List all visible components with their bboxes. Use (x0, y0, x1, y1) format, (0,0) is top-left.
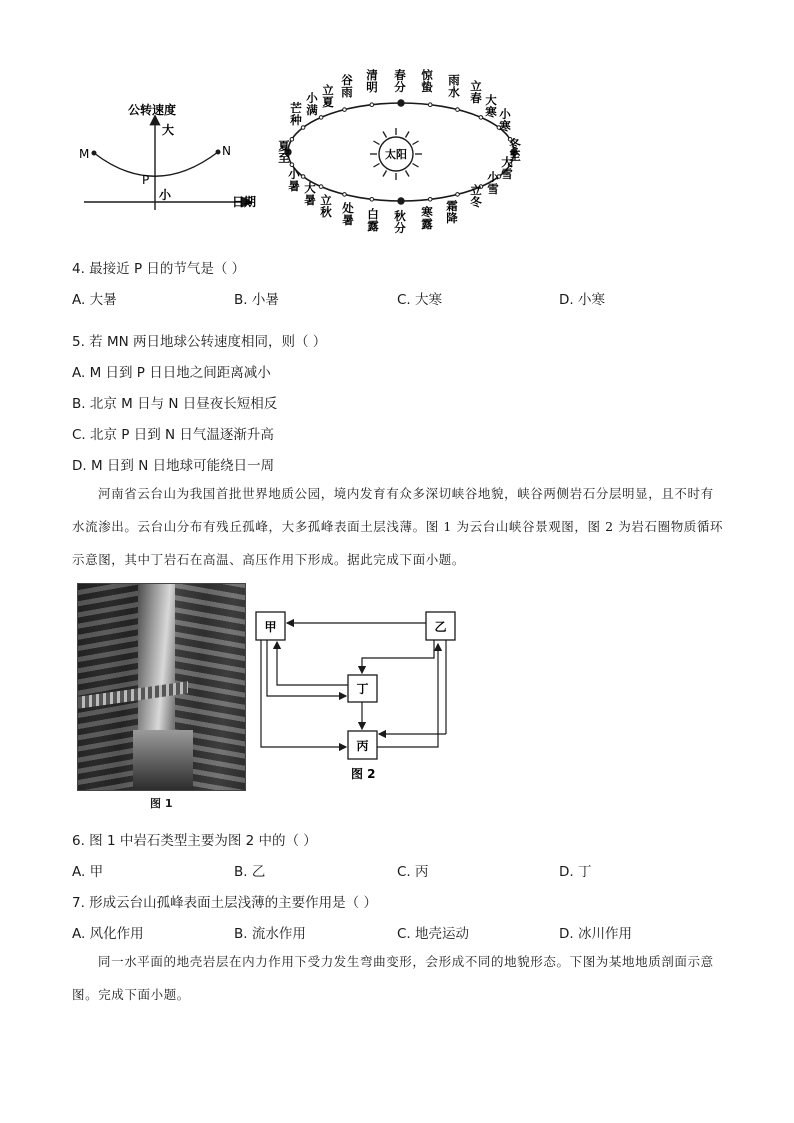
orbit-figure (272, 66, 532, 246)
orbit-point (370, 198, 374, 202)
solar-term-chunfen: 春分 (394, 68, 406, 94)
speed-curve (94, 152, 218, 176)
orbit-point (343, 193, 347, 197)
solar-term-bailu: 白露 (367, 207, 379, 233)
solar-term-xiaoshu: 小暑 (288, 167, 300, 193)
solar-term-xiaoman: 小满 (306, 91, 318, 117)
point-m-marker (92, 151, 97, 156)
orbit-point (398, 198, 404, 204)
arrow-ding-to-jia (277, 642, 348, 685)
solar-term-dashu: 大暑 (304, 181, 316, 207)
q5-option-c[interactable]: C. 北京 P 日到 N 日气温逐渐升高 (72, 427, 274, 443)
solar-term-xiazhi: 夏至 (278, 139, 290, 165)
point-m-label: M (79, 147, 90, 161)
solar-term-lichun: 立春 (470, 79, 482, 105)
arrow-jia-to-bing (261, 640, 346, 747)
orbit-point (343, 108, 347, 112)
q4-option-a[interactable]: A. 大暑 (72, 292, 117, 308)
solar-term-yushui: 雨水 (448, 73, 460, 99)
point-p-label: P (142, 173, 150, 187)
speed-curve-figure (72, 95, 272, 220)
q7-option-a[interactable]: A. 风化作用 (72, 926, 144, 942)
solar-term-xiaohan: 小寒 (499, 107, 511, 133)
sun-icon (370, 128, 422, 180)
orbit-point (398, 100, 404, 106)
solar-term-guyu: 谷雨 (341, 73, 353, 99)
passage-geology: 同一水平面的地壳岩层在内力作用下受力发生弯曲变形，会形成不同的地貌形态。下图为某地地质剖面示意图。完成下面小题。 (72, 954, 714, 1002)
speed-y-label: 公转速度 (128, 103, 177, 117)
q5-stem: 5. 若 MN 两日地球公转速度相同，则（ ） (72, 334, 327, 350)
point-n-label: N (222, 144, 231, 158)
label-ding: 丁 (356, 682, 369, 696)
q7-option-c[interactable]: C. 地壳运动 (397, 926, 470, 942)
solar-term-jingzhe: 惊蛰 (421, 68, 433, 94)
solar-term-dongzhi: 冬至 (509, 137, 521, 163)
speed-small-label: 小 (159, 188, 172, 202)
orbit-point (428, 198, 432, 202)
orbit-point (428, 103, 432, 107)
q6-option-d[interactable]: D. 丁 (559, 864, 592, 880)
orbit-point (456, 108, 460, 112)
passage-yuntaishan: 河南省云台山为我国首批世界地质公园，境内发育有众多深切峡谷地貌，峡谷两侧岩石分层明显，且不时有水流渗出。云台山分布有残丘孤峰，大多孤峰表面土层浅薄。图 1 为云台山峡谷景观图，图 2 为岩石圈物质循环示意图，其中丁岩石在高温、高压作用下形成。据此完成下面小题。 (72, 486, 724, 567)
label-yi: 乙 (434, 620, 447, 634)
orbit-point (319, 116, 323, 120)
q5-option-d[interactable]: D. M 日到 N 日地球可能绕日一周 (72, 458, 275, 474)
label-bing: 丙 (356, 739, 369, 753)
solar-term-hanlu: 寒露 (421, 205, 433, 231)
orbit-point (290, 163, 294, 167)
q4-option-c[interactable]: C. 大寒 (397, 292, 443, 308)
rock-cycle-figure (250, 604, 465, 786)
solar-term-lixia: 立夏 (322, 83, 334, 109)
q7-stem: 7. 形成云台山孤峰表面土层浅薄的主要作用是（ ） (72, 895, 377, 911)
solar-term-mangzhong: 芒种 (290, 101, 302, 127)
q5-option-a[interactable]: A. M 日到 P 日日地之间距离减小 (72, 365, 271, 381)
fig2-caption: 图 2 (351, 767, 376, 781)
orbit-point (456, 193, 460, 197)
q7-option-b[interactable]: B. 流水作用 (234, 926, 306, 942)
q6-option-c[interactable]: C. 丙 (397, 864, 429, 880)
arrow-yi-to-ding (362, 640, 434, 673)
q6-option-a[interactable]: A. 甲 (72, 864, 104, 880)
orbit-point (301, 126, 305, 130)
solar-term-qingming: 清明 (366, 68, 378, 94)
solar-term-shuangjiang: 霜降 (446, 199, 458, 225)
sun-label: 太阳 (385, 148, 407, 161)
solar-term-qiufen: 秋分 (394, 209, 406, 235)
solar-term-lidong: 立冬 (470, 183, 482, 209)
solar-term-chushu: 处暑 (342, 201, 354, 227)
q5-option-b[interactable]: B. 北京 M 日与 N 日昼夜长短相反 (72, 396, 278, 412)
fig1-caption: 图 1 (150, 797, 173, 810)
solar-term-dahan: 大寒 (485, 93, 497, 119)
orbit-point (319, 185, 323, 189)
label-jia: 甲 (264, 620, 277, 634)
arrow-jia-to-ding (267, 640, 346, 696)
speed-x-label: 日期 (232, 195, 257, 209)
orbit-point (479, 116, 483, 120)
q6-option-b[interactable]: B. 乙 (234, 864, 266, 880)
orbit-point (290, 138, 294, 142)
q4-option-d[interactable]: D. 小寒 (559, 292, 605, 308)
q7-option-d[interactable]: D. 冰川作用 (559, 926, 632, 942)
orbit-point (370, 103, 374, 107)
solar-term-liqiu: 立秋 (320, 193, 332, 219)
canyon-photo (77, 583, 246, 791)
q4-stem: 4. 最接近 P 日的节气是（ ） (72, 261, 246, 277)
q4-option-b[interactable]: B. 小暑 (234, 292, 279, 308)
arrow-bing-to-yi (377, 644, 438, 747)
solar-term-daxue: 大雪 (501, 155, 513, 181)
solar-term-xiaoxue: 小雪 (487, 170, 499, 196)
point-n-marker (216, 150, 221, 155)
q6-stem: 6. 图 1 中岩石类型主要为图 2 中的（ ） (72, 833, 317, 849)
speed-big-label: 大 (162, 123, 175, 137)
orbit-point (301, 175, 305, 179)
